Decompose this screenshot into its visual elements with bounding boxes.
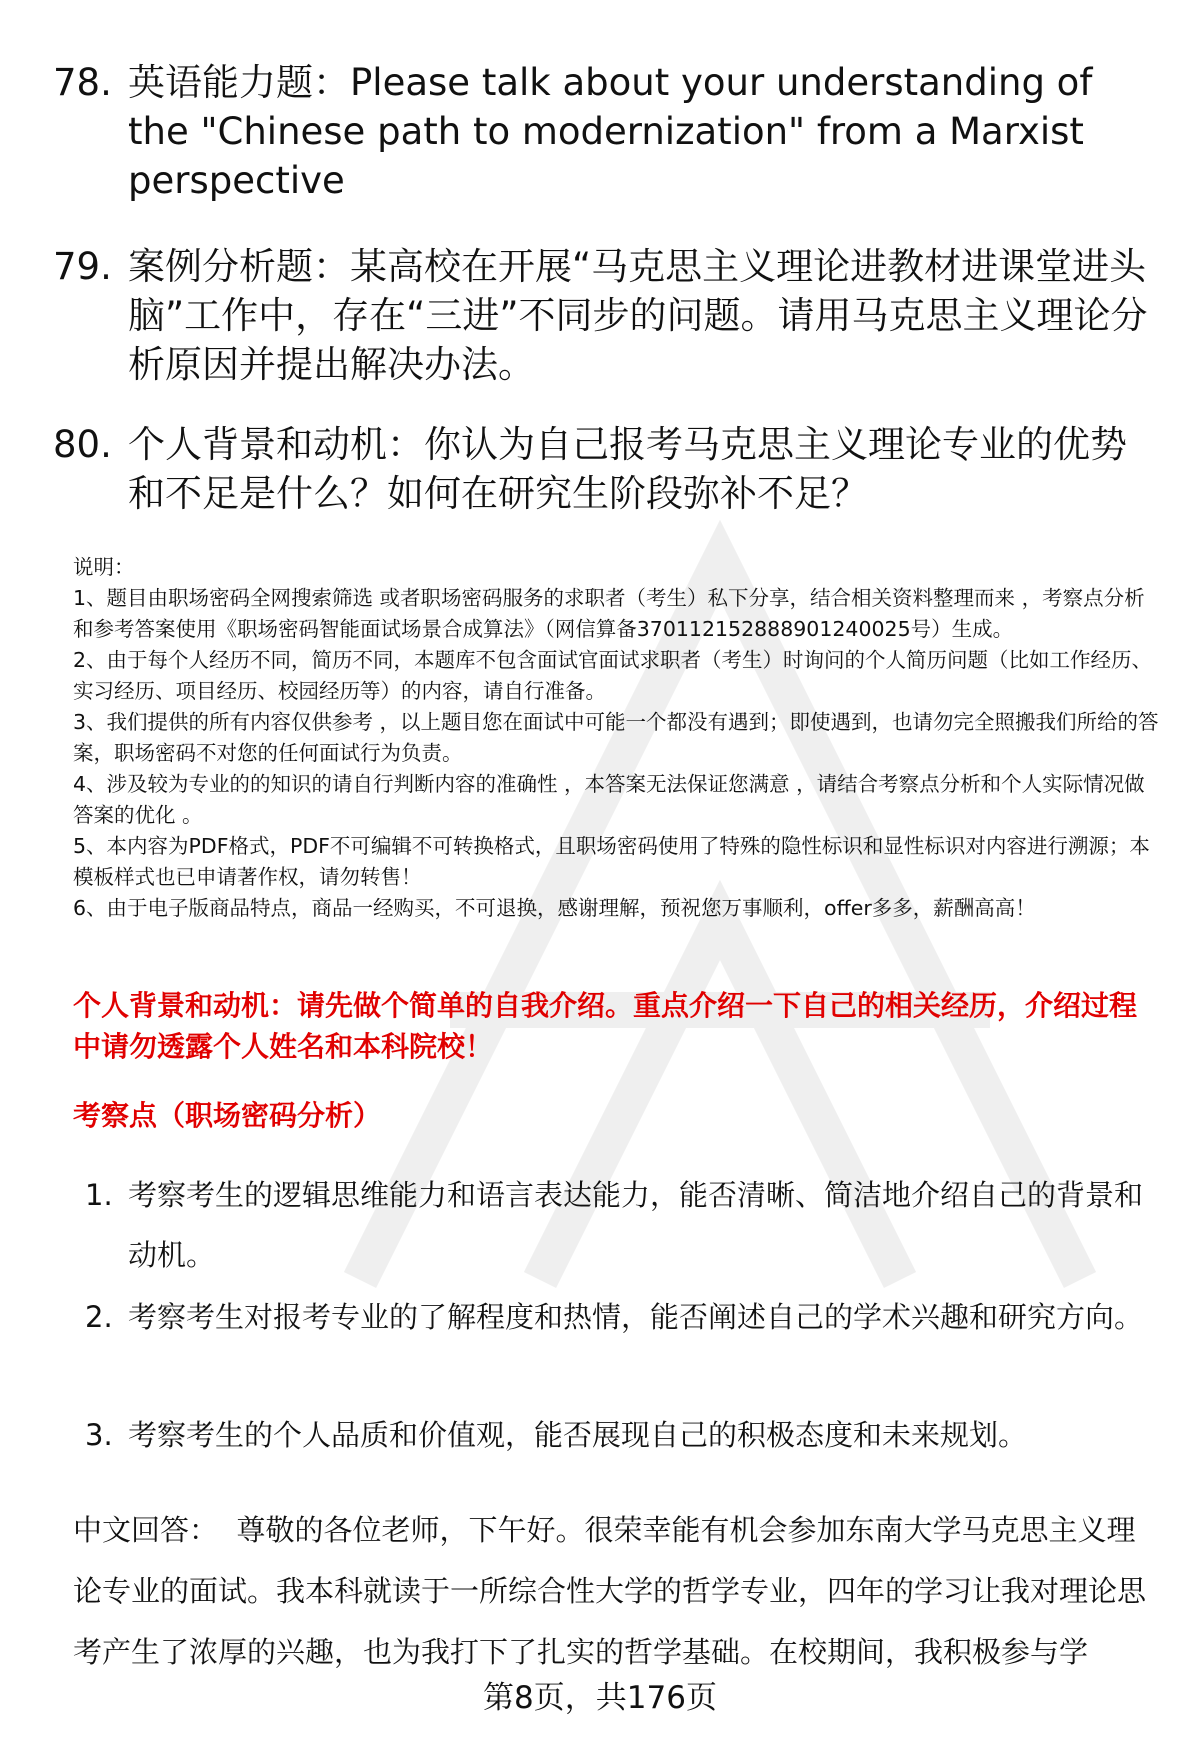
analysis-point: [85, 1405, 1165, 1465]
question-text: 案例分析题：某高校在开展“马克思主义理论进教材进课堂进头脑”工作中，存在“三进”不同步的问题。请用马克思主义理论分析原因并提出解决办法。: [128, 245, 1148, 386]
answer-paragraph: [73, 1500, 1163, 1683]
point-number: 1.: [85, 1178, 113, 1212]
analysis-heading: 考察点（职场密码分析）: [73, 1099, 382, 1132]
note-item: 1、题目由职场密码全网搜索筛选 或者职场密码服务的求职者（考生）私下分享，结合相关资料整理而来 ，考察点分析和参考答案使用《职场密码智能面试场景合成算法》（网信算备370112152888901240025号）生成。: [73, 586, 1145, 641]
point-number: 3.: [85, 1418, 113, 1452]
point-text: 考察考生对报考专业的了解程度和热情，能否阐述自己的学术兴趣和研究方向。: [128, 1300, 1144, 1334]
question-text: 英语能力题：Please talk about your understanding of the "Chinese path to modernization" from a Marxist perspective: [128, 61, 1093, 202]
question-number: 79.: [53, 245, 112, 288]
question-80: [53, 420, 1153, 518]
notes-section: [73, 552, 1163, 924]
question-text: 个人背景和动机：你认为自己报考马克思主义理论专业的优势和不足是什么？如何在研究生阶段弥补不足？: [128, 423, 1127, 515]
answer-text: 尊敬的各位老师，下午好。很荣幸能有机会参加东南大学马克思主义理论专业的面试。我本科就读于一所综合性大学的哲学专业，四年的学习让我对理论思考产生了浓厚的兴趣，也为我打下了扎实的哲学基础。在校期间，我积极参与学: [73, 1513, 1147, 1669]
question-number: 78.: [53, 61, 112, 104]
question-number: 80.: [53, 423, 112, 466]
note-item: 2、由于每个人经历不同，简历不同，本题库不包含面试官面试求职者（考生）时询问的个人简历问题（比如工作经历、实习经历、项目经历、校园经历等）的内容，请自行准备。: [73, 648, 1153, 703]
note-item: 5、本内容为PDF格式，PDF不可编辑不可转换格式，且职场密码使用了特殊的隐性标识和显性标识对内容进行溯源；本模板样式也已申请著作权，请勿转售！: [73, 834, 1150, 889]
analysis-point: [85, 1165, 1165, 1285]
question-79: [53, 242, 1153, 389]
answer-label: 中文回答：: [73, 1513, 219, 1547]
point-number: 2.: [85, 1300, 113, 1334]
point-text: 考察考生的逻辑思维能力和语言表达能力，能否清晰、简洁地介绍自己的背景和动机。: [128, 1178, 1144, 1272]
analysis-point: [85, 1287, 1165, 1347]
note-item: 4、涉及较为专业的的知识的请自行判断内容的准确性 ，本答案无法保证您满意 ，请结合考察点分析和个人实际情况做答案的优化 。: [73, 772, 1145, 827]
question-heading: 个人背景和动机：请先做个简单的自我介绍。重点介绍一下自己的相关经历，介绍过程中请勿透露个人姓名和本科院校！: [73, 989, 1138, 1063]
note-item: 6、由于电子版商品特点，商品一经购买，不可退换，感谢理解，预祝您万事顺利，offer多多，薪酬高高！: [73, 896, 1036, 920]
question-78: [53, 58, 1153, 205]
page-footer: 第8页，共176页: [483, 1680, 717, 1716]
note-item: 3、我们提供的所有内容仅供参考 ，以上题目您在面试中可能一个都没有遇到；即使遇到，也请勿完全照搬我们所给的答案，职场密码不对您的任何面试行为负责。: [73, 710, 1159, 765]
notes-title: 说明：: [73, 555, 135, 579]
point-text: 考察考生的个人品质和价值观，能否展现自己的积极态度和未来规划。: [128, 1418, 1028, 1452]
